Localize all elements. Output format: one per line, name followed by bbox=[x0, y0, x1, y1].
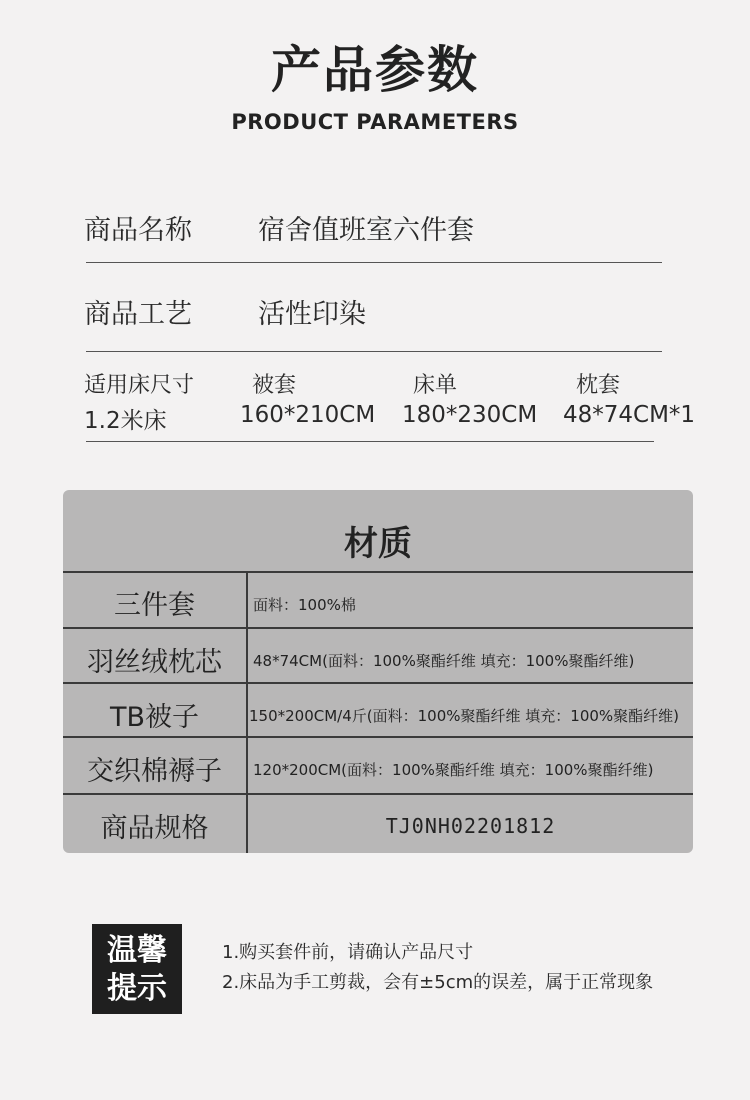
tips-badge bbox=[92, 924, 182, 1014]
table-rule bbox=[63, 682, 693, 684]
size-value-sheet: 180*230CM bbox=[402, 402, 538, 428]
material-detail: 48*74CM(面料：100%聚酯纤维 填充：100%聚酯纤维) bbox=[253, 652, 635, 670]
size-header-bed: 适用床尺寸 bbox=[84, 373, 195, 398]
tips-badge-line: 温馨 bbox=[107, 933, 167, 968]
material-table bbox=[63, 490, 693, 853]
tip-item: 1.购买套件前，请确认产品尺寸 bbox=[222, 942, 474, 963]
size-value-duvet: 160*210CM bbox=[240, 402, 376, 428]
size-header-duvet: 被套 bbox=[252, 373, 297, 398]
material-name: 商品规格 bbox=[100, 813, 209, 844]
size-value-bed: 1.2米床 bbox=[84, 408, 167, 434]
material-name: 交织棉褥子 bbox=[87, 756, 222, 787]
param-value: 宿舍值班室六件套 bbox=[258, 215, 474, 246]
product-spec-code: TJ0NH02201812 bbox=[385, 814, 556, 838]
param-value: 活性印染 bbox=[258, 299, 366, 330]
tip-item: 2.床品为手工剪裁，会有±5cm的误差，属于正常现象 bbox=[222, 972, 654, 993]
material-title: 材质 bbox=[344, 524, 412, 564]
param-label: 商品工艺 bbox=[84, 299, 192, 330]
material-detail: 面料：100%棉 bbox=[253, 596, 356, 614]
tips-badge-line: 提示 bbox=[107, 971, 167, 1006]
size-value-pillowcase: 48*74CM*1 bbox=[563, 402, 696, 428]
material-name: 羽丝绒枕芯 bbox=[87, 647, 222, 678]
table-rule bbox=[63, 793, 693, 795]
table-rule bbox=[63, 736, 693, 738]
divider bbox=[86, 351, 662, 352]
size-header-sheet: 床单 bbox=[413, 373, 458, 398]
divider bbox=[86, 441, 654, 442]
material-detail: 150*200CM/4斤(面料：100%聚酯纤维 填充：100%聚酯纤维) bbox=[249, 707, 680, 725]
page-title: 产品参数 bbox=[271, 41, 479, 99]
material-name: 三件套 bbox=[114, 590, 195, 621]
param-label: 商品名称 bbox=[84, 215, 192, 246]
material-name: TB被子 bbox=[109, 702, 199, 733]
size-header-pillowcase: 枕套 bbox=[576, 373, 621, 398]
material-detail: 120*200CM(面料：100%聚酯纤维 填充：100%聚酯纤维) bbox=[253, 761, 654, 779]
table-column-rule bbox=[246, 572, 248, 853]
divider bbox=[86, 262, 662, 263]
table-rule bbox=[63, 627, 693, 629]
page-subtitle: PRODUCT PARAMETERS bbox=[231, 110, 519, 134]
table-rule bbox=[63, 571, 693, 573]
